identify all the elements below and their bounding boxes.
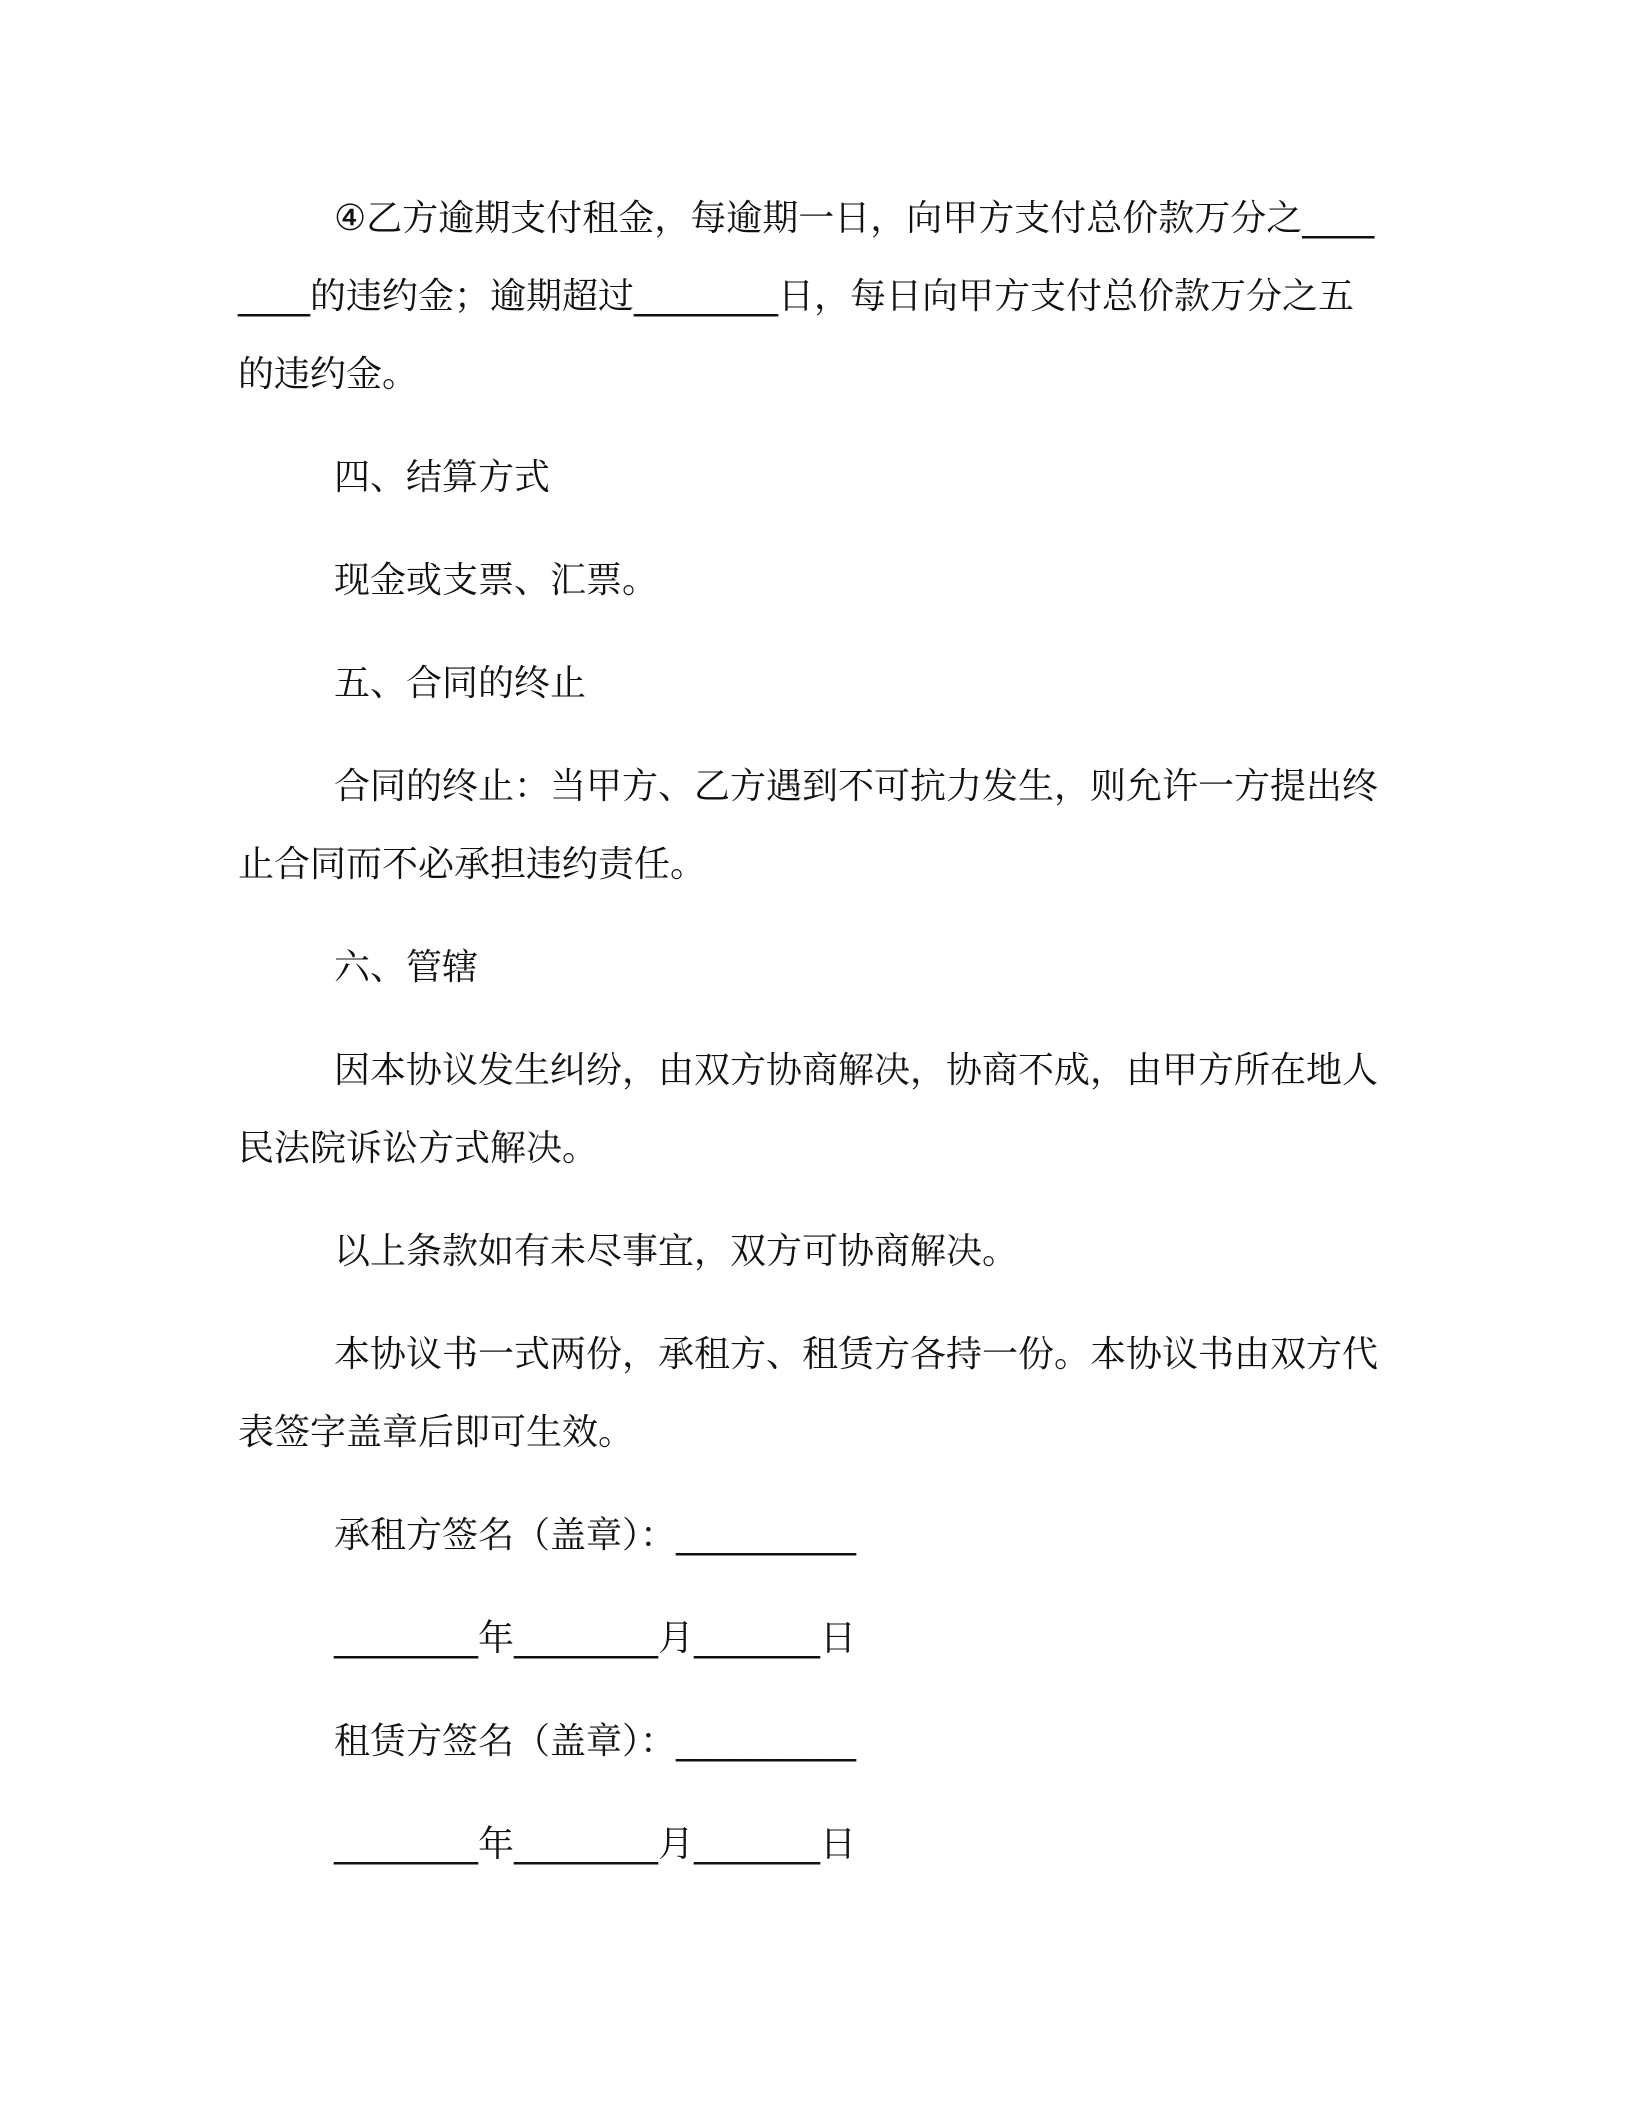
clause-unfinished-matters: 以上条款如有未尽事宜，双方可协商解决。 [334, 1231, 1019, 1272]
clause-settlement-method: 现金或支票、汇票。 [334, 560, 659, 601]
section-heading-contract-termination: 五、合同的终止 [334, 663, 587, 704]
clause-late-payment-penalty: ④乙方逾期支付租金，每逾期一日，向甲方支付总价款万分之________的违约金；逾期超过________日，每日向甲方支付总价款万分之五的违约金。 [238, 198, 1375, 395]
clause-copies-and-effectiveness: 本协议书一式两份，承租方、租赁方各持一份。本协议书由双方代表签字盖章后即可生效。 [238, 1334, 1379, 1453]
clause-jurisdiction: 因本协议发生纠纷，由双方协商解决，协商不成，由甲方所在地人民法院诉讼方式解决。 [238, 1050, 1379, 1169]
section-heading-jurisdiction: 六、管辖 [334, 947, 479, 988]
tenant-date-line: ________年________月_______日 [334, 1618, 856, 1659]
lessor-date-line: ________年________月_______日 [334, 1824, 856, 1865]
clause-contract-termination: 合同的终止：当甲方、乙方遇到不可抗力发生，则允许一方提出终止合同而不必承担违约责任。 [238, 766, 1379, 885]
lessor-signature-line: 租赁方签名（盖章）：__________ [334, 1721, 857, 1762]
section-heading-settlement-method: 四、结算方式 [334, 457, 551, 498]
document-body [238, 180, 1378, 1884]
tenant-signature-line: 承租方签名（盖章）：__________ [334, 1515, 857, 1556]
